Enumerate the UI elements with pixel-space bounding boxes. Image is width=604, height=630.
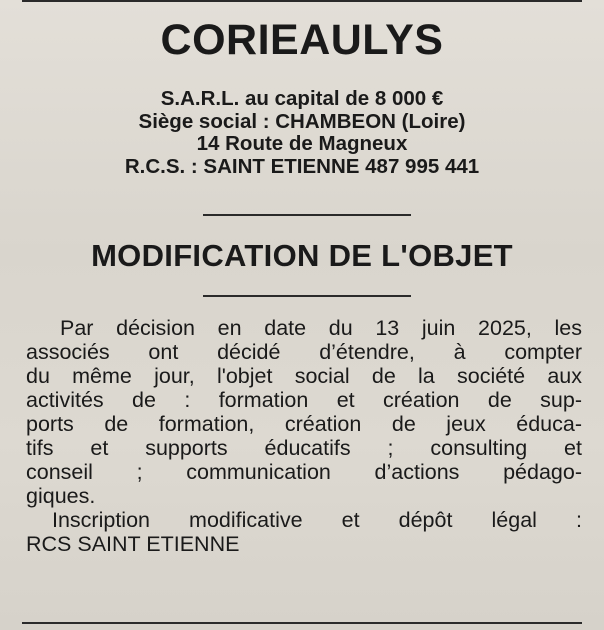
header-divider xyxy=(203,214,411,216)
legal-form: S.A.R.L. au capital de 8 000 € xyxy=(160,87,444,110)
body-line: RCS SAINT ETIENNE xyxy=(26,532,240,556)
body-line: du même jour, l'objet social de la société aux xyxy=(26,364,582,388)
title-divider xyxy=(203,295,411,297)
body-line: associés ont décidé d’étendre, à compter xyxy=(26,340,582,364)
head-office: Siège social : CHAMBEON (Loire) xyxy=(138,109,466,133)
top-divider xyxy=(22,0,582,2)
notice-body xyxy=(26,316,582,556)
body-line: ports de formation, création de jeux éduca- xyxy=(26,412,582,436)
body-line: activités de : formation et création de sup- xyxy=(26,388,582,412)
notice-title: MODIFICATION DE L'OBJET xyxy=(91,238,513,273)
body-line: conseil ; communication d’actions pédago- xyxy=(26,460,582,484)
address: 14 Route de Magneux xyxy=(196,132,408,155)
body-line: giques. xyxy=(26,484,96,508)
body-line: tifs et supports éducatifs ; consulting et xyxy=(26,436,582,460)
company-info xyxy=(0,88,604,178)
rcs-number: R.C.S. : SAINT ETIENNE 487 995 441 xyxy=(124,154,480,178)
company-name: CORIEAULYS xyxy=(160,16,444,64)
body-line: Par décision en date du 13 juin 2025, les xyxy=(60,316,582,340)
body-line: Inscription modificative et dépôt légal : xyxy=(52,508,582,532)
bottom-divider xyxy=(22,622,582,624)
